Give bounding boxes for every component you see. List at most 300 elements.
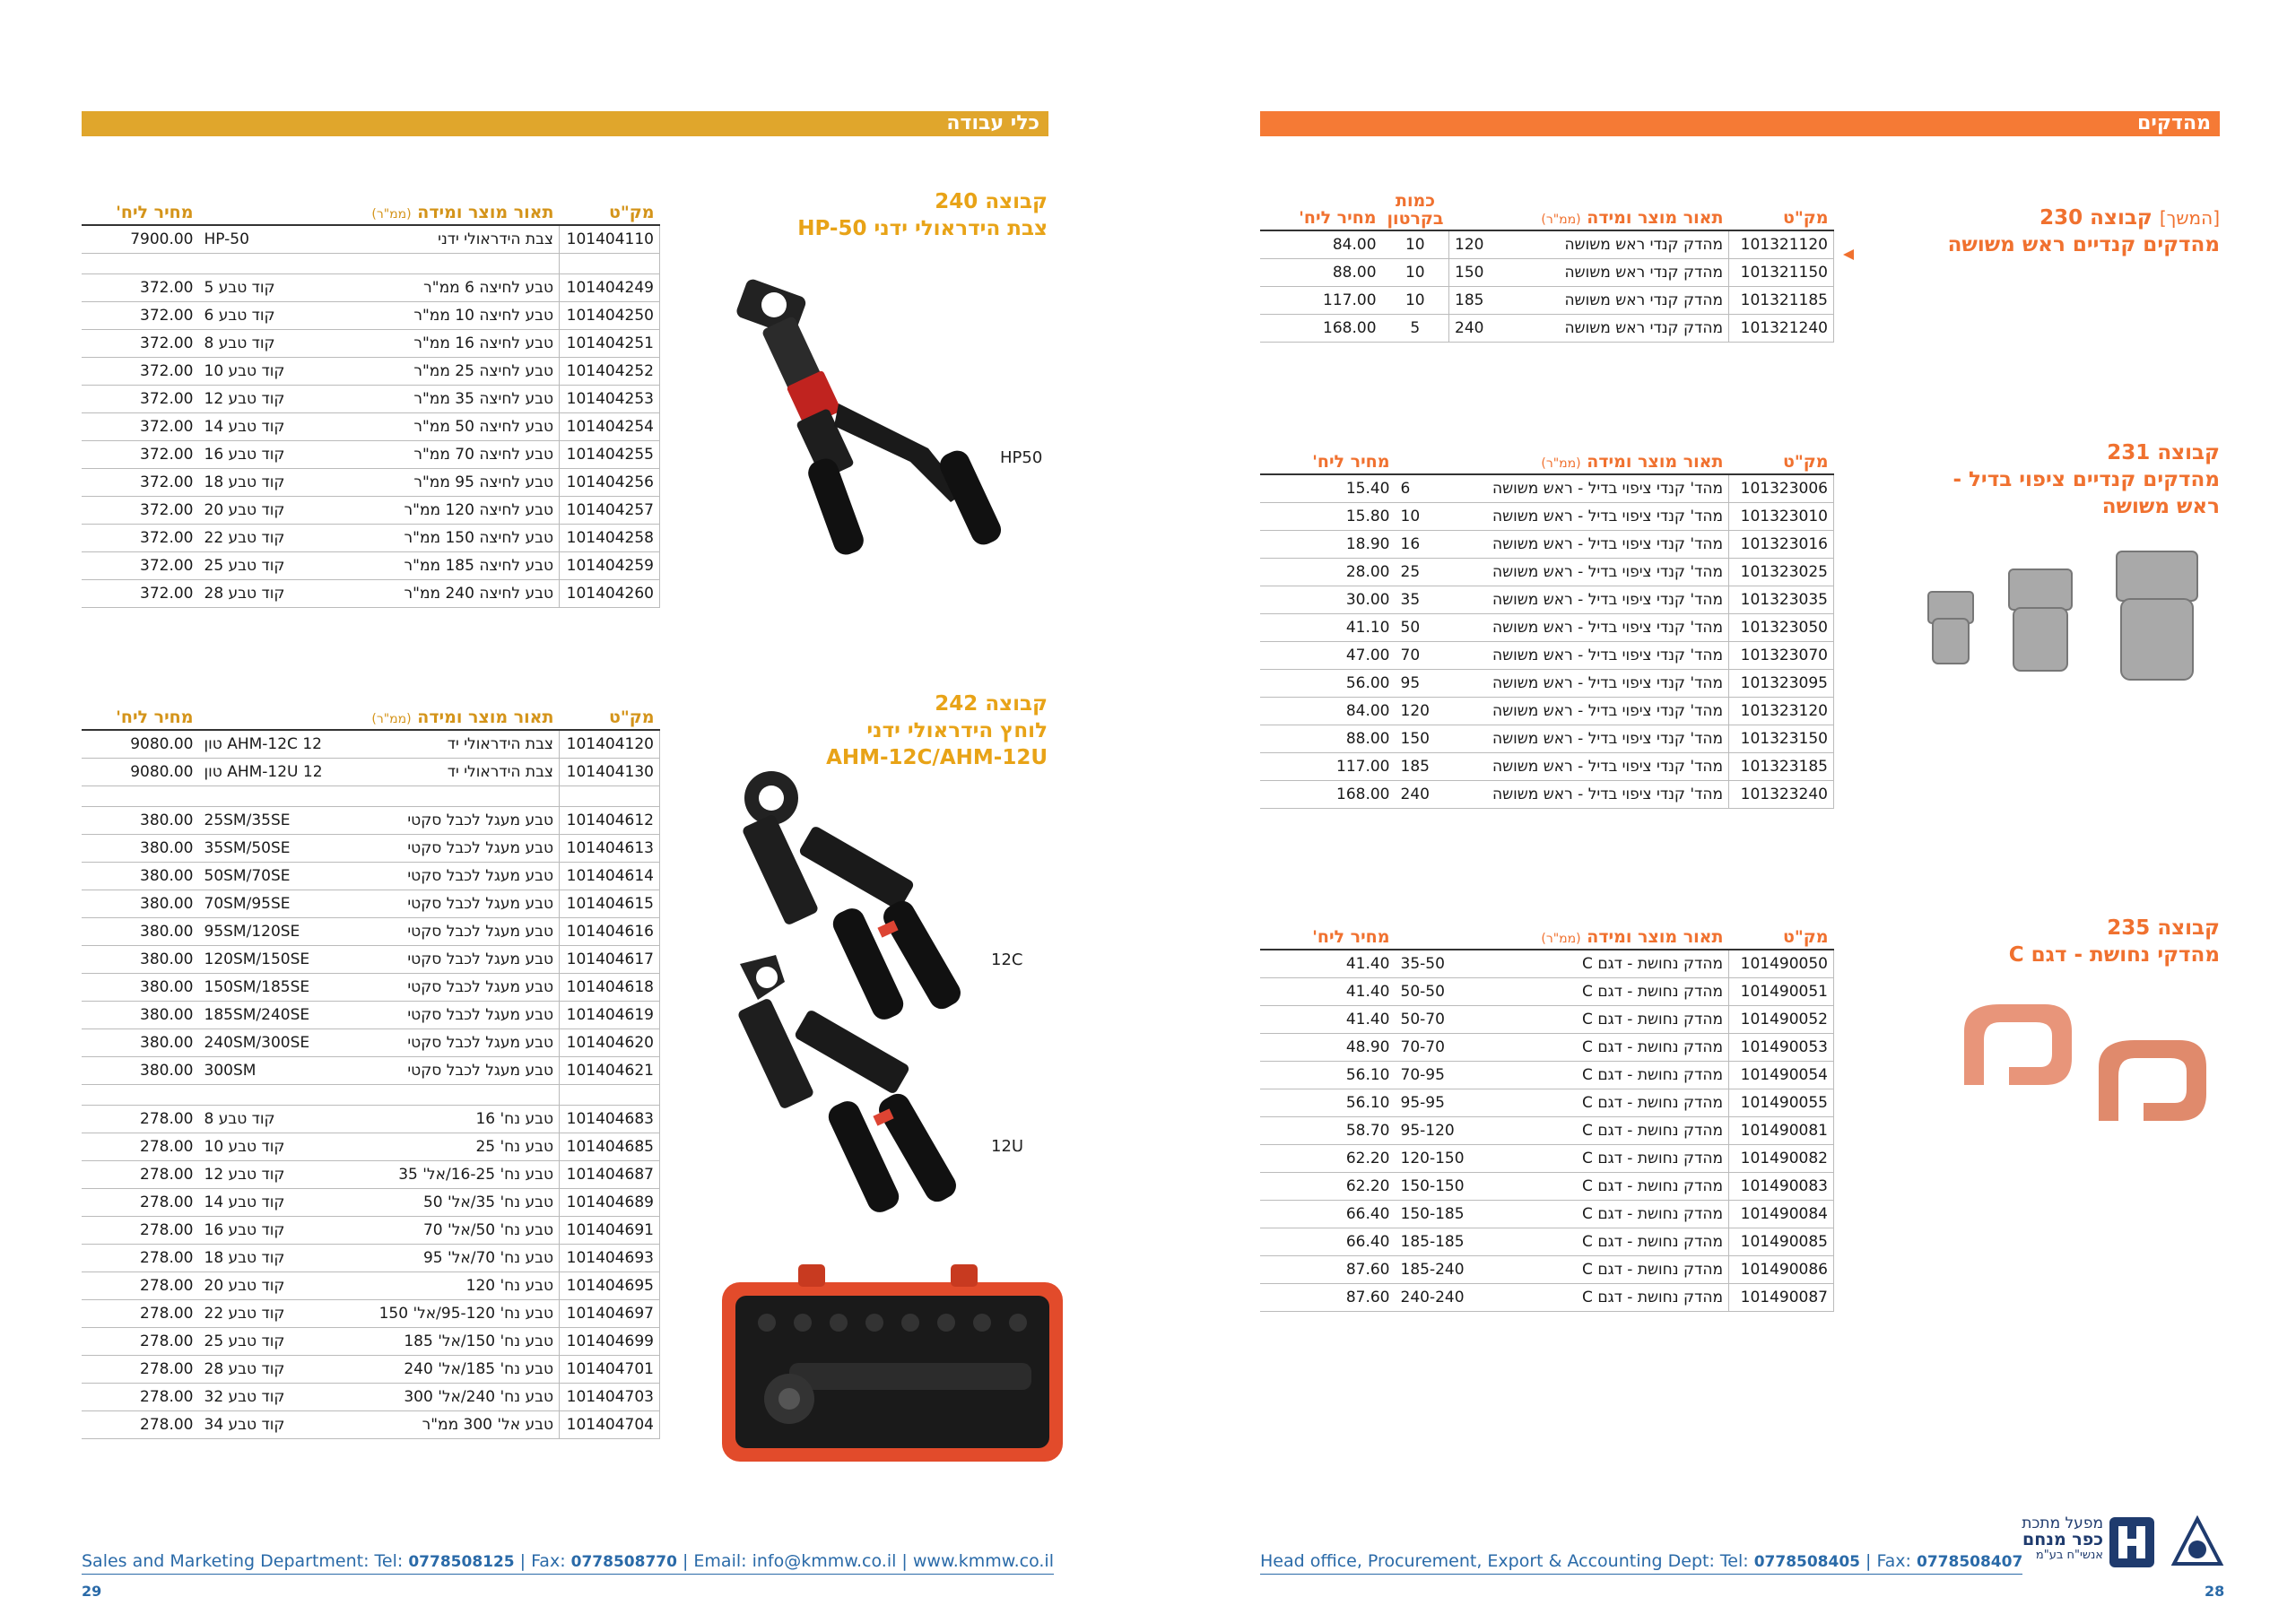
- table-row: [82, 1057, 660, 1085]
- cell-description: [1396, 753, 1729, 781]
- cell-code: 101323050: [1729, 614, 1834, 642]
- description-size: קוד טבע 16: [204, 446, 285, 464]
- cell-description: [199, 1384, 560, 1411]
- cell-code: 101490085: [1729, 1228, 1834, 1256]
- table-row: [1260, 1256, 1834, 1284]
- cell-description: [1396, 559, 1729, 586]
- table-row: [82, 413, 660, 441]
- section-bar-clamps: מהדקים: [1260, 111, 2220, 136]
- section-bar-work-tools: כלי עבודה: [82, 111, 1048, 136]
- cell-description: [199, 497, 560, 525]
- col-qty: כמות בקרטון: [1382, 190, 1449, 230]
- description-size: קוד טבע 14: [204, 418, 285, 436]
- page-number-right: 28: [2205, 1583, 2225, 1600]
- table-row: [82, 1300, 660, 1328]
- table-row: [82, 225, 660, 254]
- cell-description: [199, 1106, 560, 1133]
- description-text: טבע לחיצה 10 ממ"ר: [413, 307, 553, 325]
- description-size: 240SM/300SE: [204, 1034, 310, 1052]
- cell-price: 278.00: [82, 1328, 199, 1356]
- cell-code: 101490083: [1729, 1173, 1834, 1201]
- cell-price: 9080.00: [82, 730, 199, 759]
- description-text: טבע נח' 120: [465, 1277, 553, 1295]
- table-row: [82, 497, 660, 525]
- description-size: 70-70: [1400, 1038, 1445, 1056]
- cell-price: 18.90: [1260, 531, 1396, 559]
- table-row: [82, 807, 660, 835]
- table-row: [82, 1029, 660, 1057]
- description-text: מהד' קנדי ציפוי בדיל - ראש משושה: [1492, 535, 1723, 553]
- description-size: קוד טבע 8: [204, 334, 275, 352]
- description-size: 35-50: [1400, 955, 1445, 973]
- cell-price: 87.60: [1260, 1284, 1396, 1312]
- cell-description: [199, 1217, 560, 1245]
- cell-code: 101404613: [560, 835, 660, 863]
- col-code: מק"ט: [560, 190, 660, 225]
- table-row: [82, 386, 660, 413]
- table-row: [82, 552, 660, 580]
- cell-code: 101490055: [1729, 1089, 1834, 1117]
- table-row: [82, 274, 660, 302]
- table-spacer-row: [82, 254, 660, 274]
- cell-price: 41.10: [1260, 614, 1396, 642]
- cell-price: 380.00: [82, 946, 199, 974]
- description-size: קוד טבע 5: [204, 279, 275, 297]
- description-size: 150SM/185SE: [204, 978, 310, 996]
- cell-code: 101490053: [1729, 1034, 1834, 1062]
- cell-qty: 10: [1382, 259, 1449, 287]
- cell-description: [199, 1300, 560, 1328]
- table-row: [1260, 1284, 1834, 1312]
- cell-qty: 10: [1382, 230, 1449, 259]
- cell-price: 380.00: [82, 807, 199, 835]
- table-row: [1260, 559, 1834, 586]
- description-size: HP-50: [204, 230, 249, 248]
- hp50-tool-image: [731, 269, 1036, 583]
- cell-code: 101323025: [1729, 559, 1834, 586]
- cell-description: [1396, 950, 1729, 978]
- table-spacer-row: [82, 1085, 660, 1106]
- description-text: טבע לחיצה 16 ממ"ר: [413, 334, 553, 352]
- cell-price: 372.00: [82, 386, 199, 413]
- cell-code: 101323006: [1729, 474, 1834, 503]
- cell-price: 117.00: [1260, 753, 1396, 781]
- cell-code: 101323240: [1729, 781, 1834, 809]
- cell-price: 380.00: [82, 1002, 199, 1029]
- cell-description: [1396, 642, 1729, 670]
- cell-description: [1449, 259, 1729, 287]
- description-text: טבע מעגל לכבל סקטי: [407, 867, 553, 885]
- cell-price: 117.00: [1260, 287, 1382, 315]
- col-price: מחיר ליח': [1260, 915, 1396, 950]
- ahm-12u-tool-image: [722, 946, 1009, 1242]
- table-row: [1260, 1089, 1834, 1117]
- description-size: 70SM/95SE: [204, 895, 291, 913]
- cell-code: 101490082: [1729, 1145, 1834, 1173]
- cell-description: [199, 1029, 560, 1057]
- table-row: [82, 1245, 660, 1272]
- cell-price: 372.00: [82, 580, 199, 608]
- cell-code: 101404253: [560, 386, 660, 413]
- description-text: טבע מעגל לכבל סקטי: [407, 978, 553, 996]
- description-text: מהדק נחושת - דגם C: [1582, 1066, 1723, 1084]
- col-description: תאור מוצר ומידה (ממ"ר): [1396, 439, 1729, 474]
- group-240-number: קבוצה 240: [935, 190, 1048, 213]
- table-row: [82, 974, 660, 1002]
- cell-price: 56.00: [1260, 670, 1396, 698]
- cell-code: 101323185: [1729, 753, 1834, 781]
- description-size: קוד טבע 22: [204, 1305, 285, 1323]
- cell-price: 372.00: [82, 552, 199, 580]
- description-size: 150-150: [1400, 1177, 1465, 1195]
- cell-code: 101404250: [560, 302, 660, 330]
- description-text: מהדק נחושת - דגם C: [1582, 983, 1723, 1001]
- description-size: 95SM/120SE: [204, 923, 300, 941]
- description-text: טבע לחיצה 25 ממ"ר: [413, 362, 553, 380]
- table-row: [1260, 474, 1834, 503]
- description-text: מהדק קנדי ראש משושה: [1564, 264, 1723, 282]
- cell-description: [199, 863, 560, 890]
- cell-code: 101404619: [560, 1002, 660, 1029]
- table-row: [82, 330, 660, 358]
- description-text: טבע מעגל לכבל סקטי: [407, 923, 553, 941]
- cell-price: 372.00: [82, 469, 199, 497]
- ahm-12u-label: 12U: [991, 1137, 1024, 1156]
- cell-price: 7900.00: [82, 225, 199, 254]
- description-text: צבת הידראולי יד: [447, 763, 553, 781]
- table-spacer-row: [82, 786, 660, 807]
- col-code: מק"ט: [1729, 439, 1834, 474]
- ahm-12c-label: 12C: [991, 950, 1023, 969]
- description-text: צבת הידראולי ידני: [438, 230, 553, 248]
- cell-description: [199, 807, 560, 835]
- cell-code: 101321185: [1729, 287, 1834, 315]
- description-text: טבע לחיצה 6 ממ"ר: [423, 279, 553, 297]
- description-size: קוד טבע 10: [204, 1138, 285, 1156]
- cell-price: 15.80: [1260, 503, 1396, 531]
- group-230-title: [המשך] קבוצה 230 מהדקים קנדיים ראש משושה: [1839, 204, 2220, 258]
- cell-description: [1396, 1034, 1729, 1062]
- split-bolt-clamps-image: [1910, 538, 2220, 699]
- cell-price: 88.00: [1260, 725, 1396, 753]
- cell-code: 101404683: [560, 1106, 660, 1133]
- description-text: טבע לחיצה 150 ממ"ר: [404, 529, 553, 547]
- table-row: [1260, 287, 1834, 315]
- table-row: [1260, 503, 1834, 531]
- cell-description: [199, 225, 560, 254]
- description-text: מהד' קנדי ציפוי בדיל - ראש משושה: [1492, 508, 1723, 525]
- description-text: מהד' קנדי ציפוי בדיל - ראש משושה: [1492, 563, 1723, 581]
- description-size: 10: [1400, 508, 1421, 525]
- description-size: 70-95: [1400, 1066, 1445, 1084]
- col-code: מק"ט: [560, 695, 660, 730]
- cell-qty: 10: [1382, 287, 1449, 315]
- description-text: טבע מעגל לכבל סקטי: [407, 1034, 553, 1052]
- footer-head-office-contact: Head office, Procurement, Export & Accounting Dept: Tel: 0778508405 | Fax: 0778508407: [1260, 1551, 2022, 1575]
- cell-price: 372.00: [82, 274, 199, 302]
- cell-description: [199, 441, 560, 469]
- cell-price: 380.00: [82, 835, 199, 863]
- group-235-name: מהדקי נחושת - דגם C: [2008, 943, 2220, 967]
- description-size: קוד טבע 14: [204, 1193, 285, 1211]
- cell-price: 15.40: [1260, 474, 1396, 503]
- description-text: מהדק נחושת - דגם C: [1582, 1038, 1723, 1056]
- cell-description: [1396, 614, 1729, 642]
- description-size: קוד טבע 12: [204, 390, 285, 408]
- cell-description: [1396, 781, 1729, 809]
- cell-code: 101490087: [1729, 1284, 1834, 1312]
- cell-description: [199, 1411, 560, 1439]
- table-row: [82, 863, 660, 890]
- cell-price: 48.90: [1260, 1034, 1396, 1062]
- table-row: [82, 1411, 660, 1439]
- table-row: [82, 302, 660, 330]
- table-row: [82, 759, 660, 786]
- table-row: [1260, 1006, 1834, 1034]
- description-size: 240-240: [1400, 1289, 1465, 1306]
- cell-code: 101321120: [1729, 230, 1834, 259]
- cell-price: 372.00: [82, 441, 199, 469]
- cell-code: 101404701: [560, 1356, 660, 1384]
- cell-description: [199, 330, 560, 358]
- description-text: צבת הידראולי יד: [447, 735, 553, 753]
- cell-description: [199, 946, 560, 974]
- cell-price: 168.00: [1260, 315, 1382, 343]
- description-size: 120-150: [1400, 1150, 1465, 1167]
- cell-description: [1396, 1117, 1729, 1145]
- cell-price: 41.40: [1260, 1006, 1396, 1034]
- cell-description: [1396, 531, 1729, 559]
- table-row: [1260, 531, 1834, 559]
- description-text: מהדק נחושת - דגם C: [1582, 1011, 1723, 1028]
- table-row: [1260, 1062, 1834, 1089]
- cell-description: [1396, 670, 1729, 698]
- cell-price: 380.00: [82, 890, 199, 918]
- cell-price: 278.00: [82, 1245, 199, 1272]
- table-row: [1260, 1117, 1834, 1145]
- description-text: טבע נח' 25: [475, 1138, 553, 1156]
- table-row: [1260, 1034, 1834, 1062]
- cell-description: [199, 1245, 560, 1272]
- table-row: [1260, 614, 1834, 642]
- table-row: [1260, 670, 1834, 698]
- description-size: קוד טבע 20: [204, 501, 285, 519]
- cell-description: [199, 1189, 560, 1217]
- table-row: [1260, 753, 1834, 781]
- table-row: [1260, 259, 1834, 287]
- table-row: [82, 1161, 660, 1189]
- cell-description: [1396, 1173, 1729, 1201]
- description-text: טבע לחיצה 95 ממ"ר: [413, 473, 553, 491]
- col-description: תאור מוצר ומידה (ממ"ר): [1449, 190, 1729, 230]
- description-size: 120SM/150SE: [204, 950, 310, 968]
- table-row: [82, 1189, 660, 1217]
- description-size: קוד טבע 25: [204, 557, 285, 575]
- group-240-title: [718, 188, 1048, 242]
- description-text: מהד' קנדי ציפוי בדיל - ראש משושה: [1492, 591, 1723, 609]
- description-text: טבע מעגל לכבל סקטי: [407, 1006, 553, 1024]
- group-230-name: מהדקים קנדיים ראש משושה: [1947, 233, 2220, 256]
- ahm-price-table: [82, 695, 660, 1439]
- cell-code: 101404249: [560, 274, 660, 302]
- cell-description: [1396, 725, 1729, 753]
- description-size: קוד טבע 32: [204, 1388, 285, 1406]
- cell-description: [1449, 315, 1729, 343]
- table-row: [82, 525, 660, 552]
- description-text: מהד' קנדי ציפוי בדיל - ראש משושה: [1492, 785, 1723, 803]
- cell-price: 30.00: [1260, 586, 1396, 614]
- cell-price: 372.00: [82, 497, 199, 525]
- description-text: טבע אל' 300 ממ"ר: [422, 1416, 553, 1434]
- cell-price: 380.00: [82, 1057, 199, 1085]
- description-size: 120: [1400, 702, 1430, 720]
- description-text: מהדק קנדי ראש משושה: [1564, 236, 1723, 254]
- copper-clamps-table: [1260, 915, 1834, 1312]
- cell-code: 101323016: [1729, 531, 1834, 559]
- cell-price: 278.00: [82, 1300, 199, 1328]
- description-text: טבע נח' 185/אל' 240: [404, 1360, 553, 1378]
- cell-description: [199, 1356, 560, 1384]
- canadian-clamps-table: [1260, 190, 1834, 343]
- description-text: טבע נח' 240/אל' 300: [404, 1388, 553, 1406]
- description-text: מהד' קנדי ציפוי בדיל - ראש משושה: [1492, 758, 1723, 776]
- description-size: 70: [1400, 647, 1421, 664]
- description-size: 185: [1400, 758, 1430, 776]
- table-row: [82, 1217, 660, 1245]
- description-size: 50-70: [1400, 1011, 1445, 1028]
- table-row: [82, 1356, 660, 1384]
- description-text: מהד' קנדי ציפוי בדיל - ראש משושה: [1492, 674, 1723, 692]
- row-pointer-icon: [1841, 247, 1856, 262]
- group-242-name: לוחץ הידראולי ידני: [866, 719, 1048, 742]
- col-code: מק"ט: [1729, 915, 1834, 950]
- cell-description: [1449, 287, 1729, 315]
- cell-code: 101404254: [560, 413, 660, 441]
- table-row: [1260, 1228, 1834, 1256]
- description-size: קוד טבע 10: [204, 362, 285, 380]
- cell-price: 278.00: [82, 1161, 199, 1189]
- cell-code: 101404110: [560, 225, 660, 254]
- description-size: קוד טבע 22: [204, 529, 285, 547]
- table-row: [82, 580, 660, 608]
- logo-standards-mark-icon: [2170, 1515, 2224, 1569]
- cell-description: [1396, 1145, 1729, 1173]
- cell-price: 88.00: [1260, 259, 1382, 287]
- company-logo: [2005, 1515, 2224, 1569]
- cell-code: 101404130: [560, 759, 660, 786]
- cell-price: 28.00: [1260, 559, 1396, 586]
- description-size: 50-50: [1400, 983, 1445, 1001]
- logo-line-1: מפעל מתכת: [2022, 1515, 2103, 1532]
- col-price: מחיר ליח': [82, 695, 199, 730]
- table-row: [82, 1106, 660, 1133]
- table-row: [82, 890, 660, 918]
- description-text: טבע מעגל לכבל סקטי: [407, 839, 553, 857]
- description-size: קוד טבע 20: [204, 1277, 285, 1295]
- logo-line-2: כפר מנחם: [2022, 1530, 2103, 1549]
- description-text: מהדק נחושת - דגם C: [1582, 1122, 1723, 1140]
- description-size: קוד טבע 28: [204, 1360, 285, 1378]
- cell-price: 9080.00: [82, 759, 199, 786]
- hp50-label: HP50: [1000, 448, 1043, 467]
- description-size: 6: [1400, 480, 1411, 498]
- cell-price: 41.40: [1260, 950, 1396, 978]
- cell-code: 101323095: [1729, 670, 1834, 698]
- group-235-title: קבוצה 235 מהדקי נחושת - דגם C: [1839, 915, 2220, 968]
- cell-code: 101404256: [560, 469, 660, 497]
- cell-code: 101323035: [1729, 586, 1834, 614]
- description-size: 120: [1455, 236, 1484, 254]
- table-row: [82, 835, 660, 863]
- cell-description: [199, 759, 560, 786]
- cell-price: 84.00: [1260, 230, 1382, 259]
- cell-code: 101404252: [560, 358, 660, 386]
- cell-price: 380.00: [82, 918, 199, 946]
- cell-description: [1396, 586, 1729, 614]
- cell-code: 101404615: [560, 890, 660, 918]
- cell-code: 101490084: [1729, 1201, 1834, 1228]
- cell-code: 101404685: [560, 1133, 660, 1161]
- cell-code: 101323150: [1729, 725, 1834, 753]
- cell-price: 278.00: [82, 1217, 199, 1245]
- cell-price: 56.10: [1260, 1089, 1396, 1117]
- description-text: טבע מעגל לכבל סקטי: [407, 812, 553, 829]
- description-size: 50: [1400, 619, 1421, 637]
- description-size: קוד טבע 28: [204, 585, 285, 603]
- page-number-left: 29: [82, 1583, 102, 1600]
- cell-price: 278.00: [82, 1384, 199, 1411]
- group-231-name-2: ראש משושה: [2101, 495, 2220, 518]
- description-size: קוד טבע 34: [204, 1416, 285, 1434]
- description-text: מהד' קנדי ציפוי בדיל - ראש משושה: [1492, 619, 1723, 637]
- table-row: [1260, 1145, 1834, 1173]
- table-row: [82, 441, 660, 469]
- cell-description: [1396, 1201, 1729, 1228]
- col-price: מחיר ליח': [1260, 190, 1382, 230]
- cell-price: 278.00: [82, 1272, 199, 1300]
- cell-price: 62.20: [1260, 1145, 1396, 1173]
- cell-code: 101404259: [560, 552, 660, 580]
- description-size: 300SM: [204, 1062, 257, 1080]
- group-242-title: [718, 690, 1048, 771]
- col-code: מק"ט: [1729, 190, 1834, 230]
- cell-code: 101404257: [560, 497, 660, 525]
- cell-description: [199, 358, 560, 386]
- description-size: קוד טבע 6: [204, 307, 275, 325]
- cell-description: [199, 974, 560, 1002]
- cell-price: 372.00: [82, 413, 199, 441]
- description-text: מהדק קנדי ראש משושה: [1564, 291, 1723, 309]
- tool-carry-case-image: [718, 1255, 1067, 1480]
- cell-code: 101490050: [1729, 950, 1834, 978]
- description-size: 25SM/35SE: [204, 812, 291, 829]
- table-row: [1260, 781, 1834, 809]
- description-text: טבע לחיצה 240 ממ"ר: [404, 585, 553, 603]
- table-row: [1260, 978, 1834, 1006]
- cell-price: 372.00: [82, 330, 199, 358]
- table-row: [1260, 1201, 1834, 1228]
- table-row: [1260, 586, 1834, 614]
- description-size: 150-185: [1400, 1205, 1465, 1223]
- cell-description: [199, 1057, 560, 1085]
- description-size: 95: [1400, 674, 1421, 692]
- description-size: 185-240: [1400, 1261, 1465, 1279]
- description-text: טבע נח' 16: [475, 1110, 553, 1128]
- description-text: טבע נח' 150/אל' 185: [404, 1332, 553, 1350]
- cell-code: 101490081: [1729, 1117, 1834, 1145]
- cell-price: 87.60: [1260, 1256, 1396, 1284]
- logo-emblem-icon: [2108, 1515, 2157, 1569]
